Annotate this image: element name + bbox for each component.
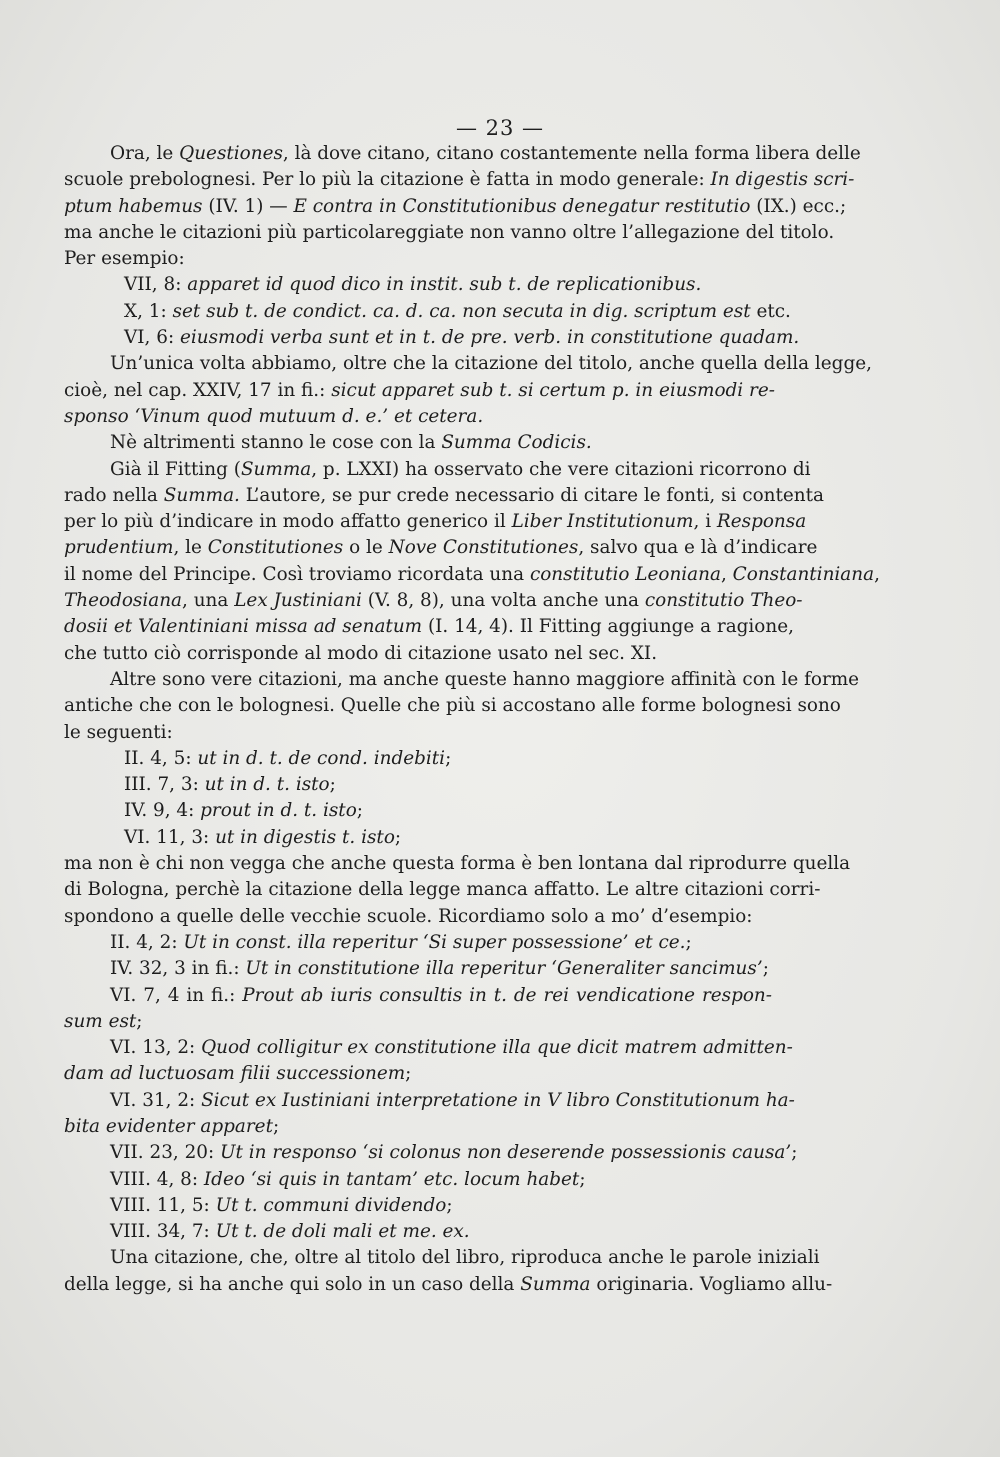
text-line: X, 1: set sub t. de condict. ca. d. ca. non secuta in dig. scriptum est etc. (124, 300, 791, 322)
text-line: VI, 6: eiusmodi verba sunt et in t. de pre. verb. in constitutione quadam. (124, 327, 800, 349)
text-line: dosii et Valentiniani missa ad senatum (I. 14, 4). Il Fitting aggiunge a ragione, (64, 616, 794, 638)
text-line: Ora, le Questiones, là dove citano, citano costantemente nella forma libera delle (110, 143, 861, 164)
text-line: Per esempio: (64, 248, 185, 270)
page-number: — 23 — (455, 116, 545, 140)
text-line: cioè, nel cap. XXIV, 17 in fi.: sicut apparet sub t. si certum p. in eiusmodi re- (64, 379, 775, 401)
text-line: ptum habemus (IV. 1) — E contra in Constitutionibus denegatur restitutio (IX.) ecc.; (64, 195, 847, 217)
text-line: prudentium, le Constitutiones o le Nove Constitutiones, salvo qua e là d’indicare (64, 537, 818, 559)
text-line: di Bologna, perchè la citazione della legge manca affatto. Le altre citazioni corri- (64, 879, 821, 901)
text-line: Altre sono vere citazioni, ma anche queste hanno maggiore affinità con le forme (110, 668, 860, 690)
text-line: II. 4, 2: Ut in const. illa reperitur ‘Si super possessione’ et ce.; (110, 931, 692, 953)
text-line: sponso ‘Vinum quod mutuum d. e.’ et cetera. (64, 405, 484, 427)
text-line: della legge, si ha anche qui solo in un caso della Summa originaria. Vogliamo allu- (64, 1273, 833, 1295)
text-line: IV. 32, 3 in fi.: Ut in constitutione illa reperitur ‘Generaliter sancimus’; (110, 958, 769, 980)
text-line: sum est; (64, 1010, 143, 1032)
text-line: ma anche le citazioni più particolareggiate non vanno oltre l’allegazione del titolo. (64, 221, 835, 243)
text-line: VI. 13, 2: Quod colligitur ex constitutione illa que dicit matrem admitten- (110, 1037, 793, 1059)
text-line: il nome del Principe. Così troviamo ricordata una constitutio Leoniana, Constantiniana, (64, 563, 880, 585)
text-line: bita evidenter apparet; (64, 1115, 280, 1137)
text-line: Un’unica volta abbiamo, oltre che la citazione del titolo, anche quella della legge, (110, 353, 872, 375)
text-line: II. 4, 5: ut in d. t. de cond. indebiti; (124, 747, 452, 769)
text-line: che tutto ciò corrisponde al modo di citazione usato nel sec. XI. (64, 642, 658, 664)
text-line: VIII. 11, 5: Ut t. communi dividendo; (110, 1194, 453, 1216)
body-text (64, 141, 880, 1298)
text-line: VIII. 34, 7: Ut t. de doli mali et me. ex. (110, 1221, 470, 1243)
text-line: VIII. 4, 8: Ideo ‘si quis in tantam’ etc. locum habet; (110, 1168, 586, 1190)
text-line: VI. 11, 3: ut in digestis t. isto; (124, 826, 402, 848)
text-line: IV. 9, 4: prout in d. t. isto; (124, 800, 363, 822)
text-line: per lo più d’indicare in modo affatto generico il Liber Institutionum, i Responsa (64, 511, 807, 533)
text-line: Una citazione, che, oltre al titolo del libro, riproduca anche le parole iniziali (110, 1247, 820, 1269)
text-line: Nè altrimenti stanno le cose con la Summa Codicis. (110, 432, 592, 454)
text-line: VI. 7, 4 in fi.: Prout ab iuris consultis in t. de rei vendicatione respon- (110, 984, 772, 1006)
text-line: VI. 31, 2: Sicut ex Iustiniani interpretatione in V libro Constitutionum ha- (110, 1089, 795, 1111)
text-line: Già il Fitting (Summa, p. LXXI) ha osservato che vere citazioni ricorrono di (110, 458, 811, 480)
text-line: dam ad luctuosam filii successionem; (64, 1063, 412, 1085)
text-line: III. 7, 3: ut in d. t. isto; (124, 774, 336, 796)
text-line: VII, 8: apparet id quod dico in instit. sub t. de replicationibus. (124, 274, 702, 296)
text-line: rado nella Summa. L’autore, se pur crede necessario di citare le fonti, si contenta (64, 484, 824, 506)
text-line: Theodosiana, una Lex Justiniani (V. 8, 8), una volta anche una constitutio Theo- (64, 590, 803, 612)
text-line: VII. 23, 20: Ut in responso ‘si colonus non deserende possessionis causa’; (110, 1142, 798, 1164)
text-line: scuole prebolognesi. Per lo più la citazione è fatta in modo generale: In digestis scri- (64, 169, 855, 191)
text-line: antiche che con le bolognesi. Quelle che più si accostano alle forme bolognesi sono (64, 695, 841, 717)
text-line: ma non è chi non vegga che anche questa forma è ben lontana dal riprodurre quella (64, 853, 851, 875)
text-line: spondono a quelle delle vecchie scuole. Ricordiamo solo a mo’ d’esempio: (64, 905, 753, 927)
text-line: le seguenti: (64, 721, 173, 743)
